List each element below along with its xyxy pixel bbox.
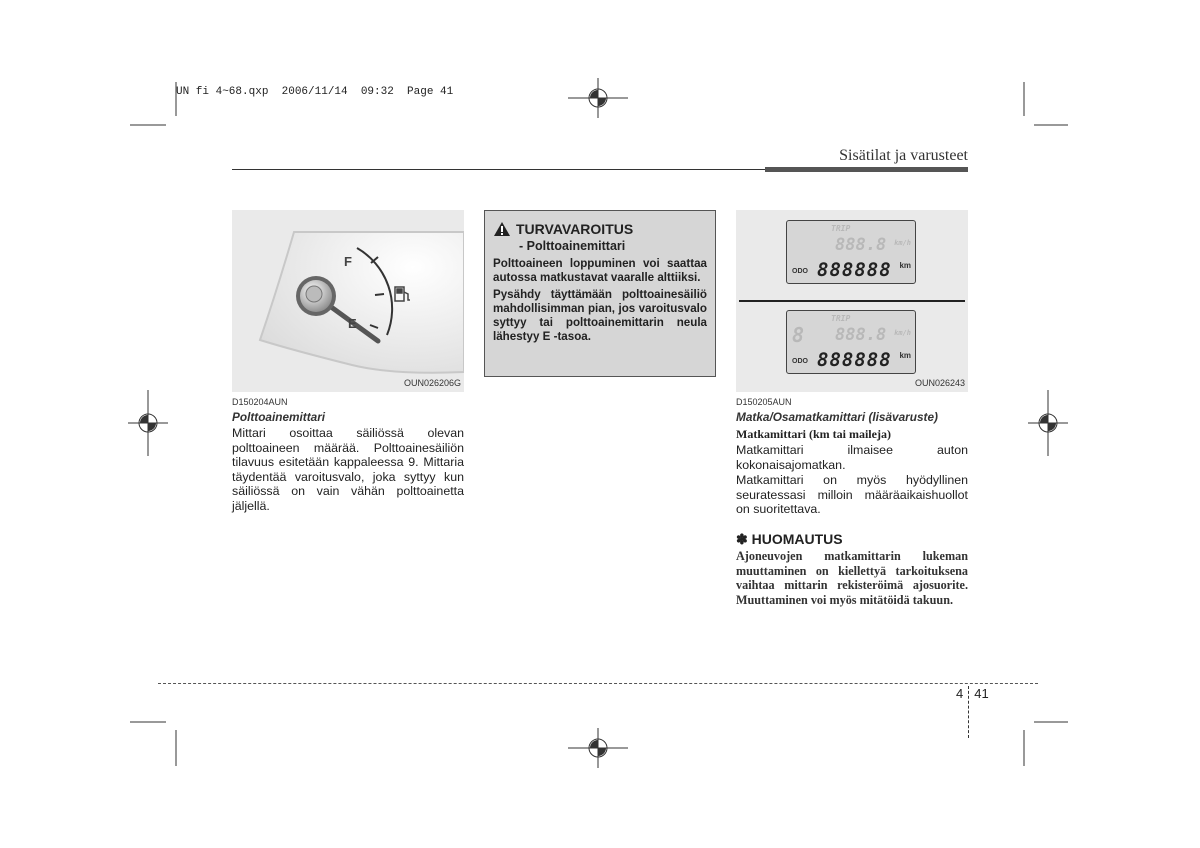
figure-divider (739, 300, 965, 302)
display-faint-tag: TRIP (831, 224, 851, 233)
warning-paragraph: Pysähdy täyttämään polttoainesäiliö mahdollisimman pian, jos varoitusvalo syttyy tai polttoainemittarin neula lähestyy E -tasoa. (493, 287, 707, 344)
chapter-number: 4 (956, 686, 964, 701)
subheading: Matkamittari (km tai maileja) (736, 427, 891, 441)
note-title: ✽ HUOMAUTUS (736, 531, 843, 547)
warning-box (484, 210, 716, 377)
warning-paragraph: Polttoaineen loppuminen voi saattaa autossa matkustavat vaaralle alttiiksi. (493, 257, 707, 285)
odo-label: ODO (792, 268, 808, 275)
display-faint-unit: km/h (894, 329, 911, 337)
section-code: D150204AUN (232, 397, 288, 407)
display-faint-digits: 888.8 (835, 235, 887, 255)
odo-unit: km (899, 261, 911, 270)
warning-icon (493, 221, 511, 237)
odometer-figure (736, 210, 968, 392)
image-caption: OUN026243 (914, 378, 965, 388)
body-text: Matkamittari on myös hyödyllinen seuratessasi milloin määräaikaishuollot on suoritettava. (736, 473, 968, 517)
fuel-gauge-figure (232, 210, 464, 392)
odometer-display-normal (786, 220, 916, 284)
display-faint-digits: 888.8 (835, 325, 887, 345)
odometer-display-trip (786, 310, 916, 374)
gauge-full-label: F (344, 254, 352, 269)
footer-rule (158, 683, 1038, 684)
section-code: D150205AUN (736, 397, 792, 407)
page-number-divider (968, 686, 970, 738)
odo-digits: 888888 (817, 259, 892, 281)
gauge-empty-label: E (348, 316, 357, 331)
header-rule-thick (765, 167, 968, 172)
display-faint-unit: km/h (894, 239, 911, 247)
trip-digit-faint: 8 (792, 323, 805, 347)
warning-title: TURVAVAROITUS (516, 221, 634, 237)
image-caption: OUN026206G (403, 378, 461, 388)
body-text: Mittari osoittaa säiliössä olevan polttoaineen määrää. Polttoainesäiliön tilavuus esitetään kappaleessa 9. Mittaria täydentää varoitusvalo, joka syttyy kun säiliössä on vain vähän polttoainetta jäljellä. (232, 426, 464, 513)
print-header: UN fi 4~68.qxp 2006/11/14 09:32 Page 41 (176, 86, 454, 98)
section-heading: Matka/Osamatkamittari (lisävaruste) (736, 410, 938, 424)
section-heading: Polttoainemittari (232, 410, 326, 424)
odo-unit: km (899, 351, 911, 360)
display-faint-tag: TRIP (831, 314, 851, 323)
section-title: Sisätilat ja varusteet (839, 147, 968, 164)
body-text: Matkamittari ilmaisee auton kokonaisajomatkan. (736, 443, 968, 472)
warning-subtitle: - Polttoainemittari (519, 239, 626, 253)
odo-digits: 888888 (817, 349, 892, 371)
page-number: 41 (974, 686, 989, 701)
fuel-gauge-illustration (232, 210, 464, 392)
note-body: Ajoneuvojen matkamittarin lukeman muuttaminen on kiellettyä tarkoituksena vaihtaa mittarin rekisteröimä ajosuorite. Muuttaminen voi myös mitätöidä takuun. (736, 549, 968, 607)
odo-label: ODO (792, 358, 808, 365)
page-number-box (956, 686, 989, 738)
